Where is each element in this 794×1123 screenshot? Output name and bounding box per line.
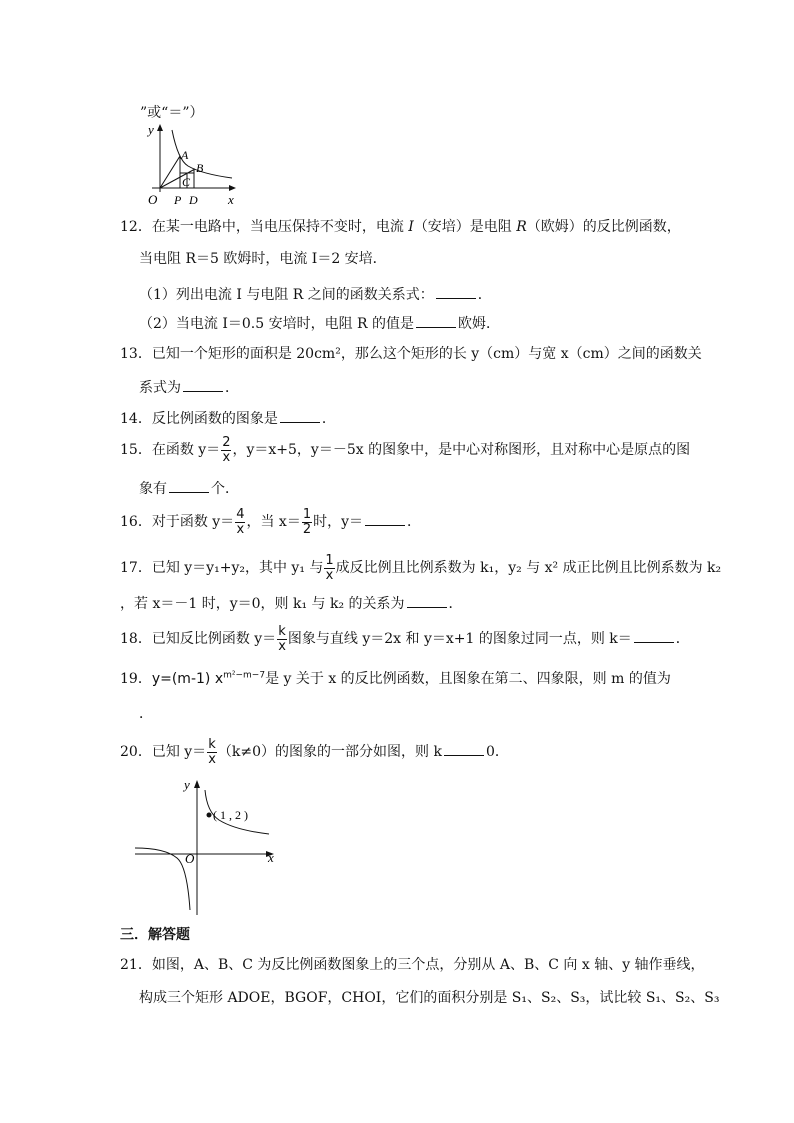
q11-origin-label: O <box>148 192 158 207</box>
q15-fraction: $\frac{2}{x}$ <box>222 434 231 465</box>
q11-point-b: B <box>196 161 204 175</box>
q12-blank-2[interactable] <box>416 314 456 328</box>
q11-tail: ”或“＝”） <box>140 105 204 121</box>
q11-x-label: x <box>228 192 234 207</box>
q11-point-d: D <box>189 193 198 207</box>
section-heading: 三．解答题 <box>120 927 190 943</box>
q20-figure <box>135 770 280 915</box>
q18-fraction: $\frac{k}{x}$ <box>278 623 286 654</box>
q20-fraction: $\frac{k}{x}$ <box>208 736 216 767</box>
q11-point-a: A <box>181 148 189 162</box>
q17-line2: ，若 x＝－1 时，y＝0，则 k₁ 与 k₂ 的关系为 ． <box>120 596 463 612</box>
q20-point-label: ( 1 , 2 ) <box>213 808 248 822</box>
q20-x-label: x <box>268 850 274 865</box>
q18-blank[interactable] <box>634 629 674 643</box>
q20-origin-label: O <box>185 851 195 866</box>
q19-line2: ． <box>139 706 153 722</box>
q11-point-p: P <box>174 193 182 207</box>
q11-point-c: C <box>182 175 191 189</box>
q20: 20．已知 y＝ $\frac{k}{x}$ （k≠0）的图象的一部分如图，则 k 0． <box>120 736 509 767</box>
q14-blank[interactable] <box>280 409 320 423</box>
q13-line2: 系式为 ． <box>139 380 239 396</box>
q21-line1: 21．如图，A、B、C 为反比例函数图象上的三个点，分别从 A、B、C 向 x 轴、y 轴作垂线， <box>120 957 705 973</box>
q16-blank[interactable] <box>365 512 405 526</box>
q12-line1: 12．在某一电路中，当电压保持不变时，电流 I（安培）是电阻 R（欧姆）的反比例函数， <box>120 219 681 235</box>
q18: 18．已知反比例函数 y＝ $\frac{k}{x}$ 图象与直线 y＝2x 和 y＝x+1 的图象过同一点，则 k＝ ． <box>120 623 690 654</box>
q13-blank[interactable] <box>183 378 223 392</box>
q11-y-label: y <box>148 122 154 137</box>
q14: 14．反比例函数的图象是 ． <box>120 411 336 427</box>
q16-fraction-1: $\frac{4}{x}$ <box>236 506 245 537</box>
q19-line1: 19．y=(m-1) $x^{m^2-m-7}$是 y 关于 x 的反比例函数，且图象在第二、四象限，则 m 的值为 <box>120 670 671 687</box>
q20-point <box>207 813 212 818</box>
q12-line2: 当电阻 R＝5 欧姆时，电流 I＝2 安培． <box>139 251 387 267</box>
q20-blank[interactable] <box>444 742 484 756</box>
q11-figure <box>132 122 240 208</box>
q16-fraction-2: $\frac{1}{2}$ <box>302 506 312 537</box>
q13-line1: 13．已知一个矩形的面积是 20cm²，那么这个矩形的长 y（cm）与宽 x（cm）之间的函数关 <box>120 346 702 362</box>
q12-blank-1[interactable] <box>436 285 476 299</box>
q15-line1: 15．在函数 y＝ $\frac{2}{x}$ ，y＝x+5，y＝－5x 的图象中，是中心对称图形，且对称中心是原点的图 <box>120 434 691 465</box>
q20-y-label: y <box>184 777 190 792</box>
q21-line2: 构成三个矩形 ADOE，BGOF，CHOI，它们的面积分别是 S₁、S₂、S₃，试比较 S₁、S₂、S₃ <box>139 990 720 1006</box>
q12-sub1: （1）列出电流 I 与电阻 R 之间的函数关系式： ． <box>139 287 492 303</box>
q12-sub2: （2）当电流 I＝0.5 安培时，电阻 R 的值是 欧姆． <box>139 316 501 332</box>
q15-line2: 象有 个． <box>139 481 239 497</box>
q17-fraction: $\frac{1}{x}$ <box>325 552 334 583</box>
q17-line1: 17．已知 y＝y₁+y₂，其中 y₁ 与 $\frac{1}{x}$ 成反比例且比例系数为 k₁，y₂ 与 x² 成正比例且比例系数为 k₂ <box>120 552 722 583</box>
q16: 16．对于函数 y＝ $\frac{4}{x}$ ，当 x＝ $\frac{1}{2}$ 时，y＝ ． <box>120 506 422 537</box>
q15-blank[interactable] <box>169 479 209 493</box>
q17-blank[interactable] <box>407 594 447 608</box>
